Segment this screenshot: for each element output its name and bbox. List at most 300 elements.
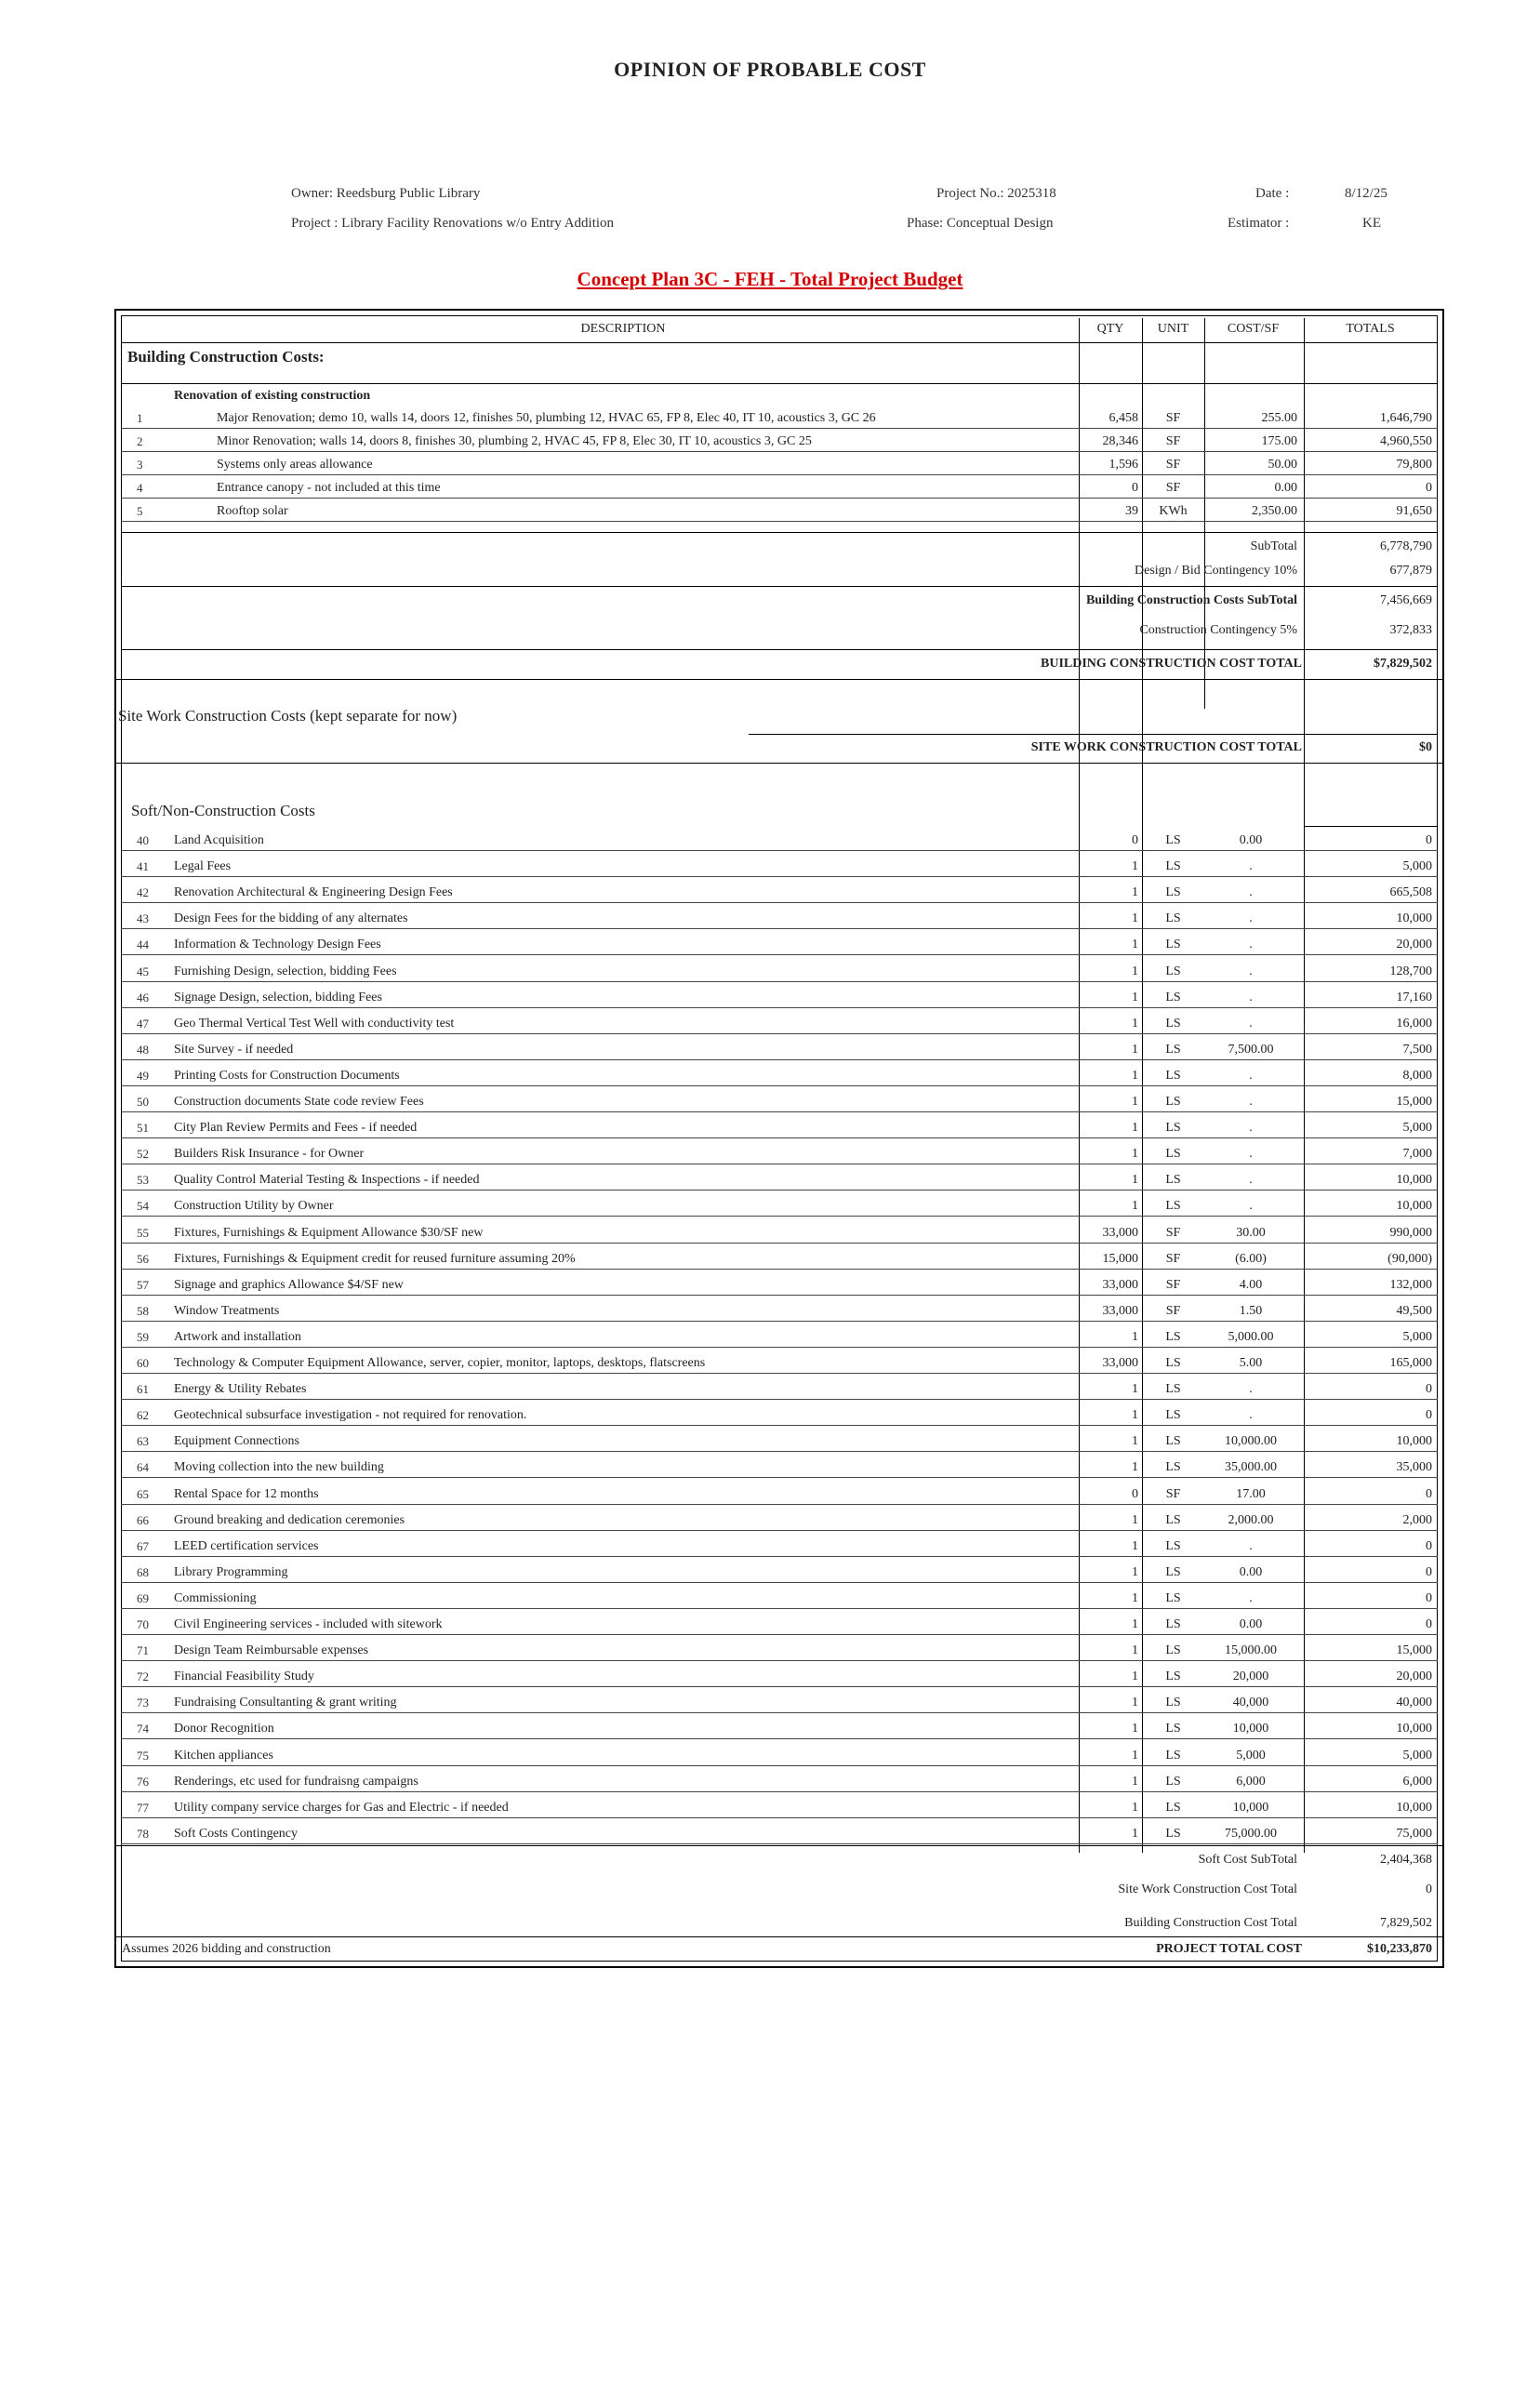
row-description: Ground breaking and dedication ceremonies <box>174 1512 405 1527</box>
section-title-building: Building Construction Costs: <box>127 348 325 366</box>
row-total: 0 <box>1426 1486 1432 1501</box>
row-qty: 1 <box>1132 859 1138 874</box>
row-unit: LS <box>1165 1434 1181 1449</box>
row-rule <box>121 1085 1438 1086</box>
row-qty: 1 <box>1132 990 1138 1004</box>
row-rule <box>121 981 1438 982</box>
row-rule <box>121 1791 1438 1792</box>
section-rule <box>121 649 1438 650</box>
row-unit: LS <box>1165 1696 1181 1710</box>
row-total: 10,000 <box>1396 1199 1432 1214</box>
row-description: Moving collection into the new building <box>174 1460 384 1475</box>
row-qty: 1 <box>1132 1774 1138 1789</box>
row-total: 7,500 <box>1402 1042 1432 1057</box>
building-total-value: $7,829,502 <box>1374 657 1432 671</box>
row-total: 5,000 <box>1402 859 1432 874</box>
header-rule <box>121 342 1438 343</box>
row-number: 54 <box>137 1199 149 1214</box>
row-total: 0 <box>1426 1408 1432 1423</box>
row-description: Construction Utility by Owner <box>174 1199 334 1214</box>
row-cost: 0.00 <box>1274 481 1297 495</box>
row-description: Kitchen appliances <box>174 1748 273 1762</box>
row-number: 53 <box>137 1173 149 1188</box>
row-total: 10,000 <box>1396 1434 1432 1449</box>
row-cost: (6.00) <box>1235 1251 1267 1266</box>
row-description: Quality Control Material Testing & Inspections - if needed <box>174 1173 480 1188</box>
row-qty: 1 <box>1132 1382 1138 1397</box>
owner-field: Owner: Reedsburg Public Library <box>291 186 481 201</box>
row-number: 51 <box>137 1121 149 1136</box>
row-qty: 1 <box>1132 1826 1138 1841</box>
row-unit: LS <box>1165 1095 1181 1109</box>
section-title-soft: Soft/Non-Construction Costs <box>131 802 315 819</box>
row-number: 63 <box>137 1434 149 1449</box>
row-rule <box>121 451 1438 452</box>
row-rule <box>121 876 1438 877</box>
row-number: 76 <box>137 1774 149 1789</box>
row-total: 16,000 <box>1396 1016 1432 1031</box>
row-qty: 1 <box>1132 938 1138 952</box>
row-qty: 39 <box>1125 504 1138 518</box>
row-unit: LS <box>1165 1826 1181 1841</box>
row-rule <box>121 1007 1438 1008</box>
row-qty: 1 <box>1132 1722 1138 1736</box>
row-unit: LS <box>1165 1173 1181 1188</box>
row-number: 65 <box>137 1486 149 1501</box>
row-description: Fixtures, Furnishings & Equipment credit for reused furniture assuming 20% <box>174 1251 576 1266</box>
row-total: 10,000 <box>1396 1173 1432 1188</box>
row-unit: SF <box>1165 411 1181 425</box>
date-label: Date : <box>1255 186 1290 201</box>
section-rule <box>121 532 1438 533</box>
row-number: 46 <box>137 990 149 1004</box>
row-qty: 15,000 <box>1102 1251 1138 1266</box>
row-unit: SF <box>1165 1303 1181 1318</box>
construction-contingency-value: 372,833 <box>1389 623 1432 637</box>
row-total: 165,000 <box>1389 1356 1432 1370</box>
assumption-note: Assumes 2026 bidding and construction <box>122 1942 331 1956</box>
row-qty: 1 <box>1132 1095 1138 1109</box>
row-unit: LS <box>1165 833 1181 847</box>
document-title: OPINION OF PROBABLE COST <box>614 58 926 81</box>
row-number: 66 <box>137 1512 149 1527</box>
soft-subtotal-value: 2,404,368 <box>1380 1853 1432 1867</box>
row-qty: 1 <box>1132 1408 1138 1423</box>
row-rule <box>121 1347 1438 1348</box>
row-total: 1,646,790 <box>1380 411 1432 425</box>
row-number: 58 <box>137 1303 149 1318</box>
row-unit: LS <box>1165 1722 1181 1736</box>
row-total: 49,500 <box>1396 1303 1432 1318</box>
row-cost: 0.00 <box>1239 833 1263 847</box>
row-unit: SF <box>1165 434 1181 448</box>
row-cost: 30.00 <box>1236 1225 1266 1240</box>
row-qty: 1 <box>1132 1669 1138 1684</box>
row-total: 0 <box>1426 1590 1432 1605</box>
col-header-totals: TOTALS <box>1346 322 1395 336</box>
row-qty: 6,458 <box>1109 411 1138 425</box>
row-number: 78 <box>137 1826 149 1841</box>
row-unit: LS <box>1165 1329 1181 1344</box>
row-unit: LS <box>1165 1564 1181 1579</box>
col-header-cost: COST/SF <box>1227 322 1280 336</box>
section-rule <box>116 679 1442 680</box>
row-rule <box>121 1608 1438 1609</box>
row-number: 62 <box>137 1408 149 1423</box>
row-cost: 15,000.00 <box>1225 1643 1277 1658</box>
row-description: Utility company service charges for Gas and Electric - if needed <box>174 1800 509 1815</box>
cost-sheet <box>114 309 1444 1968</box>
project-total-label: PROJECT TOTAL COST <box>1156 1942 1302 1956</box>
row-total: 665,508 <box>1389 885 1432 900</box>
row-rule <box>121 1033 1438 1034</box>
row-cost: 50.00 <box>1268 458 1297 472</box>
site-work-total-label: Site Work Construction Cost Total <box>1118 1882 1297 1896</box>
row-number: 3 <box>137 458 143 472</box>
row-number: 71 <box>137 1643 149 1658</box>
row-unit: SF <box>1165 1225 1181 1240</box>
row-cost: 10,000.00 <box>1225 1434 1277 1449</box>
row-unit: SF <box>1165 1277 1181 1292</box>
contingency-value: 677,879 <box>1389 564 1432 578</box>
row-total: 0 <box>1426 833 1432 847</box>
row-rule <box>121 1556 1438 1557</box>
row-number: 45 <box>137 964 149 978</box>
row-qty: 1 <box>1132 1538 1138 1553</box>
plan-title: Concept Plan 3C - FEH - Total Project Budget <box>577 268 963 290</box>
row-rule <box>121 1321 1438 1322</box>
row-rule <box>121 1660 1438 1661</box>
section-rule <box>116 1936 1442 1937</box>
row-total: 5,000 <box>1402 1329 1432 1344</box>
row-qty: 1 <box>1132 1042 1138 1057</box>
row-description: Soft Costs Contingency <box>174 1826 299 1841</box>
row-total: 4,960,550 <box>1380 434 1432 448</box>
section-rule <box>116 1845 1442 1846</box>
row-description: Civil Engineering services - included with sitework <box>174 1617 443 1631</box>
row-number: 43 <box>137 911 149 926</box>
row-unit: LS <box>1165 1121 1181 1136</box>
row-rule <box>121 1477 1438 1478</box>
row-rule <box>121 498 1438 499</box>
row-cost: . <box>1249 1199 1253 1214</box>
row-number: 48 <box>137 1042 149 1057</box>
contingency-label: Design / Bid Contingency 10% <box>1135 564 1297 578</box>
row-total: 0 <box>1426 481 1432 495</box>
row-description: Information & Technology Design Fees <box>174 938 381 952</box>
row-description: Geotechnical subsurface investigation - not required for renovation. <box>174 1408 527 1423</box>
project-total-value: $10,233,870 <box>1367 1942 1432 1956</box>
row-number: 5 <box>137 504 143 518</box>
row-unit: SF <box>1165 458 1181 472</box>
row-cost: 175.00 <box>1261 434 1297 448</box>
row-rule <box>121 1738 1438 1739</box>
row-description: Rental Space for 12 months <box>174 1486 319 1501</box>
row-cost: . <box>1249 859 1253 874</box>
row-total: 10,000 <box>1396 1722 1432 1736</box>
row-number: 74 <box>137 1722 149 1736</box>
row-cost: . <box>1249 1408 1253 1423</box>
row-number: 75 <box>137 1748 149 1762</box>
row-number: 69 <box>137 1590 149 1605</box>
row-qty: 1 <box>1132 1643 1138 1658</box>
row-total: 0 <box>1426 1538 1432 1553</box>
row-description: Minor Renovation; walls 14, doors 8, finishes 30, plumbing 2, HVAC 45, FP 8, Elec 30, IT 10, acoustics 3, GC 25 <box>217 434 812 448</box>
row-qty: 33,000 <box>1102 1303 1138 1318</box>
row-qty: 33,000 <box>1102 1277 1138 1292</box>
section-rule <box>749 734 1438 735</box>
row-total: 7,000 <box>1402 1147 1432 1162</box>
bcc-subtotal-label: Building Construction Costs SubTotal <box>1085 593 1297 607</box>
row-rule <box>121 1765 1438 1766</box>
row-number: 57 <box>137 1277 149 1292</box>
section-rule <box>121 586 1438 587</box>
row-unit: LS <box>1165 1460 1181 1475</box>
row-number: 61 <box>137 1382 149 1397</box>
row-description: Fundraising Consultanting & grant writing <box>174 1696 397 1710</box>
row-description: Entrance canopy - not included at this time <box>217 481 441 495</box>
row-qty: 1 <box>1132 911 1138 926</box>
row-total: 20,000 <box>1396 1669 1432 1684</box>
row-total: 6,000 <box>1402 1774 1432 1789</box>
row-description: Design Fees for the bidding of any alternates <box>174 911 408 926</box>
row-description: Site Survey - if needed <box>174 1042 294 1057</box>
site-total-value: $0 <box>1419 740 1432 754</box>
row-cost: 5,000.00 <box>1228 1329 1274 1344</box>
row-cost: . <box>1249 1590 1253 1605</box>
row-description: Rooftop solar <box>217 504 288 518</box>
row-unit: LS <box>1165 1669 1181 1684</box>
row-total: 15,000 <box>1396 1095 1432 1109</box>
col-header-description: DESCRIPTION <box>580 322 666 336</box>
row-qty: 1 <box>1132 1617 1138 1631</box>
row-unit: LS <box>1165 1538 1181 1553</box>
row-qty: 1 <box>1132 1460 1138 1475</box>
row-cost: . <box>1249 938 1253 952</box>
row-unit: LS <box>1165 1774 1181 1789</box>
section-rule <box>116 763 1442 764</box>
date-value: 8/12/25 <box>1345 186 1387 201</box>
row-qty: 1 <box>1132 1590 1138 1605</box>
row-unit: LS <box>1165 1356 1181 1370</box>
row-unit: LS <box>1165 859 1181 874</box>
row-qty: 1 <box>1132 885 1138 900</box>
row-total: 8,000 <box>1402 1068 1432 1083</box>
row-qty: 1 <box>1132 1800 1138 1815</box>
row-description: Builders Risk Insurance - for Owner <box>174 1147 365 1162</box>
row-cost: 1.50 <box>1239 1303 1263 1318</box>
row-cost: 4.00 <box>1239 1277 1263 1292</box>
estimator-label: Estimator : <box>1228 216 1290 231</box>
row-unit: LS <box>1165 964 1181 978</box>
row-unit: KWh <box>1159 504 1188 518</box>
row-rule <box>121 902 1438 903</box>
row-description: Artwork and installation <box>174 1329 301 1344</box>
row-unit: LS <box>1165 1147 1181 1162</box>
row-total: 0 <box>1426 1564 1432 1579</box>
row-rule <box>121 1399 1438 1400</box>
row-number: 55 <box>137 1225 149 1240</box>
row-rule <box>121 850 1438 851</box>
row-unit: LS <box>1165 1042 1181 1057</box>
row-rule <box>121 954 1438 955</box>
row-cost: . <box>1249 885 1253 900</box>
row-unit: LS <box>1165 1800 1181 1815</box>
row-number: 4 <box>137 481 143 495</box>
row-qty: 1 <box>1132 1329 1138 1344</box>
row-total: 40,000 <box>1396 1696 1432 1710</box>
estimator-value: KE <box>1362 216 1381 231</box>
row-number: 70 <box>137 1617 149 1631</box>
row-number: 68 <box>137 1564 149 1579</box>
row-rule <box>121 1111 1438 1112</box>
row-total: 10,000 <box>1396 911 1432 926</box>
row-rule <box>121 1137 1438 1138</box>
row-unit: LS <box>1165 1617 1181 1631</box>
row-number: 1 <box>137 411 143 425</box>
row-unit: LS <box>1165 911 1181 926</box>
site-total-label: SITE WORK CONSTRUCTION COST TOTAL <box>1030 740 1302 754</box>
row-description: Commissioning <box>174 1590 257 1605</box>
row-rule <box>121 1425 1438 1426</box>
row-cost: . <box>1249 1147 1253 1162</box>
row-rule <box>121 1373 1438 1374</box>
row-number: 59 <box>137 1329 149 1344</box>
row-rule <box>121 1712 1438 1713</box>
row-number: 47 <box>137 1016 149 1031</box>
row-total: 0 <box>1426 1382 1432 1397</box>
row-description: LEED certification services <box>174 1538 319 1553</box>
row-rule <box>121 1686 1438 1687</box>
row-rule <box>121 1817 1438 1818</box>
row-rule <box>121 1582 1438 1583</box>
row-unit: LS <box>1165 1199 1181 1214</box>
row-unit: LS <box>1165 1382 1181 1397</box>
row-description: Design Team Reimbursable expenses <box>174 1643 369 1658</box>
row-number: 42 <box>137 885 149 900</box>
row-description: Donor Recognition <box>174 1722 274 1736</box>
row-cost: 17.00 <box>1236 1486 1266 1501</box>
row-cost: 20,000 <box>1232 1669 1269 1684</box>
row-unit: SF <box>1165 1251 1181 1266</box>
row-cost: . <box>1249 1016 1253 1031</box>
row-total: 10,000 <box>1396 1800 1432 1815</box>
subsection-title: Renovation of existing construction <box>174 389 371 403</box>
soft-subtotal-label: Soft Cost SubTotal <box>1198 1853 1297 1867</box>
row-cost: 6,000 <box>1236 1774 1266 1789</box>
row-description: Major Renovation; demo 10, walls 14, doors 12, finishes 50, plumbing 12, HVAC 65, FP 8, Elec 40, IT 10, acoustics 3, GC 26 <box>217 411 876 425</box>
row-cost: 5.00 <box>1239 1356 1263 1370</box>
row-qty: 1 <box>1132 1564 1138 1579</box>
row-number: 73 <box>137 1696 149 1710</box>
building-cost-total-value: 7,829,502 <box>1380 1916 1432 1930</box>
row-total: 5,000 <box>1402 1748 1432 1762</box>
row-cost: . <box>1249 1173 1253 1188</box>
row-qty: 1 <box>1132 1199 1138 1214</box>
row-number: 56 <box>137 1251 149 1266</box>
row-number: 50 <box>137 1095 149 1109</box>
row-qty: 0 <box>1132 481 1138 495</box>
row-rule <box>121 1634 1438 1635</box>
row-unit: LS <box>1165 1016 1181 1031</box>
row-cost: 0.00 <box>1239 1617 1263 1631</box>
row-cost: . <box>1249 1095 1253 1109</box>
row-description: Furnishing Design, selection, bidding Fees <box>174 964 397 978</box>
row-total: 990,000 <box>1389 1225 1432 1240</box>
row-rule <box>121 521 1438 522</box>
project-number-field: Project No.: 2025318 <box>936 186 1056 201</box>
row-unit: LS <box>1165 1643 1181 1658</box>
section-title-site: Site Work Construction Costs (kept separate for now) <box>118 707 458 725</box>
row-unit: LS <box>1165 990 1181 1004</box>
row-description: Renovation Architectural & Engineering Design Fees <box>174 885 453 900</box>
row-qty: 1 <box>1132 1434 1138 1449</box>
row-number: 2 <box>137 434 143 448</box>
row-rule <box>121 428 1438 429</box>
row-total: 0 <box>1426 1617 1432 1631</box>
row-cost: 2,000.00 <box>1228 1512 1274 1527</box>
row-qty: 33,000 <box>1102 1225 1138 1240</box>
row-number: 72 <box>137 1669 149 1684</box>
row-unit: SF <box>1165 481 1181 495</box>
row-total: 91,650 <box>1396 504 1432 518</box>
row-rule <box>121 928 1438 929</box>
row-unit: LS <box>1165 938 1181 952</box>
bcc-subtotal-value: 7,456,669 <box>1380 593 1432 607</box>
row-unit: LS <box>1165 1068 1181 1083</box>
row-cost: . <box>1249 1068 1253 1083</box>
row-qty: 1 <box>1132 1147 1138 1162</box>
row-description: Printing Costs for Construction Documents <box>174 1068 400 1083</box>
row-qty: 1,596 <box>1109 458 1138 472</box>
row-rule <box>121 1530 1438 1531</box>
row-cost: . <box>1249 964 1253 978</box>
row-qty: 1 <box>1132 1748 1138 1762</box>
row-rule <box>121 1843 1438 1844</box>
row-rule <box>121 1504 1438 1505</box>
row-qty: 28,346 <box>1102 434 1138 448</box>
row-description: Window Treatments <box>174 1303 280 1318</box>
site-work-total-value: 0 <box>1426 1882 1432 1896</box>
row-total: 75,000 <box>1396 1826 1432 1841</box>
subtotal-value: 6,778,790 <box>1380 539 1432 553</box>
row-qty: 0 <box>1132 833 1138 847</box>
row-qty: 1 <box>1132 1512 1138 1527</box>
row-rule <box>121 1216 1438 1217</box>
row-description: City Plan Review Permits and Fees - if needed <box>174 1121 418 1136</box>
phase-field: Phase: Conceptual Design <box>907 216 1054 231</box>
row-description: Legal Fees <box>174 859 232 874</box>
row-unit: SF <box>1165 1486 1181 1501</box>
row-total: 35,000 <box>1396 1460 1432 1475</box>
row-qty: 0 <box>1132 1486 1138 1501</box>
row-number: 64 <box>137 1460 149 1475</box>
row-rule <box>121 474 1438 475</box>
row-total: 132,000 <box>1389 1277 1432 1292</box>
row-cost: 10,000 <box>1232 1800 1269 1815</box>
row-cost: 40,000 <box>1232 1696 1269 1710</box>
row-total: 17,160 <box>1396 990 1432 1004</box>
row-cost: . <box>1249 1382 1253 1397</box>
row-description: Geo Thermal Vertical Test Well with conductivity test <box>174 1016 455 1031</box>
col-header-qty: QTY <box>1096 322 1124 336</box>
section-rule <box>121 383 1438 384</box>
row-description: Technology & Computer Equipment Allowance, server, copier, monitor, laptops, desktops, flatscreens <box>174 1356 706 1370</box>
row-description: Land Acquisition <box>174 833 264 847</box>
row-cost: . <box>1249 990 1253 1004</box>
row-total: 5,000 <box>1402 1121 1432 1136</box>
row-unit: LS <box>1165 1590 1181 1605</box>
